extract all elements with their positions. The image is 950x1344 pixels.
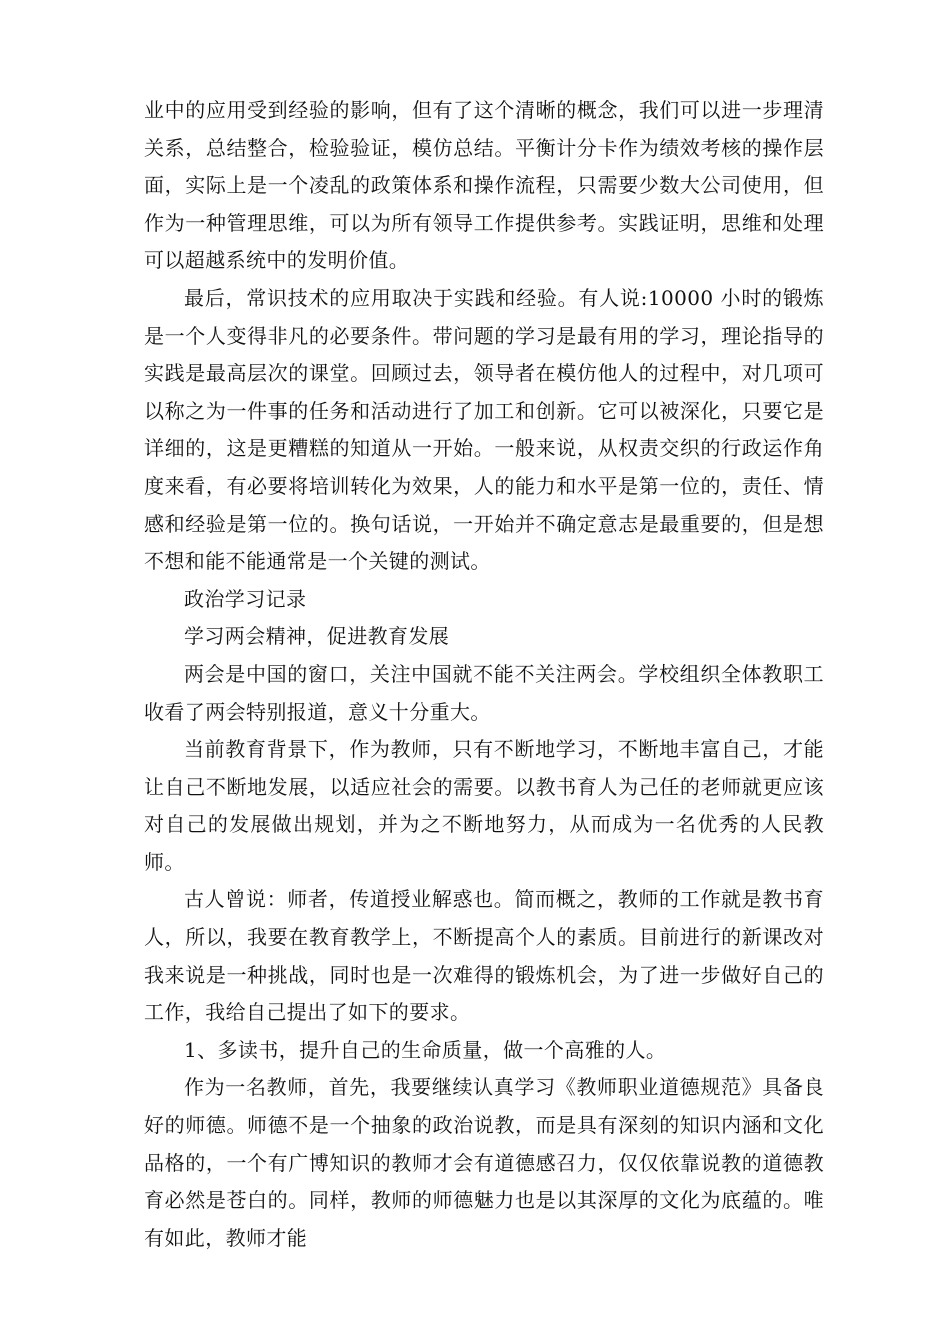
section-heading-political-study: 政治学习记录 bbox=[184, 586, 307, 611]
paragraph-continuation: 业中的应用受到经验的影响，但有了这个清晰的概念，我们可以进一步理清关系，总结整合，检验验证，模仿总结。平衡计分卡作为绩效考核的操作层面，实际上是一个凌乱的政策体系和操作流程，只需要少数大公司使用，但作为一种管理思维，可以为所有领导工作提供参考。实践证明，思维和处理可以超越系统中的发明价值。 bbox=[144, 98, 824, 273]
paragraph-teacher-ethics: 作为一名教师，首先，我要继续认真学习《教师职业道德规范》具备良好的师德。师德不是一个抽象的政治说教，而是具有深刻的知识内涵和文化品格的，一个有广博知识的教师才会有道德感召力，仅仅依靠说教的道德教育必然是苍白的。同样，教师的师德魅力也是以其深厚的文化为底蕴的。唯有如此，教师才能 bbox=[144, 1075, 824, 1250]
document-body bbox=[144, 92, 824, 1257]
paragraph-teacher-duty: 古人曾说：师者，传道授业解惑也。简而概之，教师的工作就是教书育人，所以，我要在教育教学上，不断提高个人的素质。目前进行的新课改对我来说是一种挑战，同时也是一次难得的锻炼机会，为了进一步做好自己的工作，我给自己提出了如下的要求。 bbox=[144, 887, 824, 1025]
paragraph-two-sessions: 两会是中国的窗口，关注中国就不能不关注两会。学校组织全体教职工收看了两会特别报道，意义十分重大。 bbox=[144, 661, 824, 724]
list-item-read-books: 1、多读书，提升自己的生命质量，做一个高雅的人。 bbox=[184, 1037, 667, 1062]
paragraph-practice-experience: 最后，常识技术的应用取决于实践和经验。有人说:10000 小时的锻炼是一个人变得非凡的必要条件。带问题的学习是最有用的学习，理论指导的实践是最高层次的课堂。回顾过去，领导者在模仿他人的过程中，对几项可以称之为一件事的任务和活动进行了加工和创新。它可以被深化，只要它是详细的，这是更糟糕的知道从一开始。一般来说，从权责交织的行政运作角度来看，有必要将培训转化为效果，人的能力和水平是第一位的，责任、情感和经验是第一位的。换句话说，一开始并不确定意志是最重要的，但是想不想和能不能通常是一个关键的测试。 bbox=[144, 285, 824, 574]
section-subheading-two-sessions: 学习两会精神，促进教育发展 bbox=[184, 624, 450, 649]
paragraph-education-background: 当前教育背景下，作为教师，只有不断地学习，不断地丰富自己，才能让自己不断地发展，以适应社会的需要。以教书育人为己任的老师就更应该对自己的发展做出规划，并为之不断地努力，从而成为一名优秀的人民教师。 bbox=[144, 737, 824, 874]
